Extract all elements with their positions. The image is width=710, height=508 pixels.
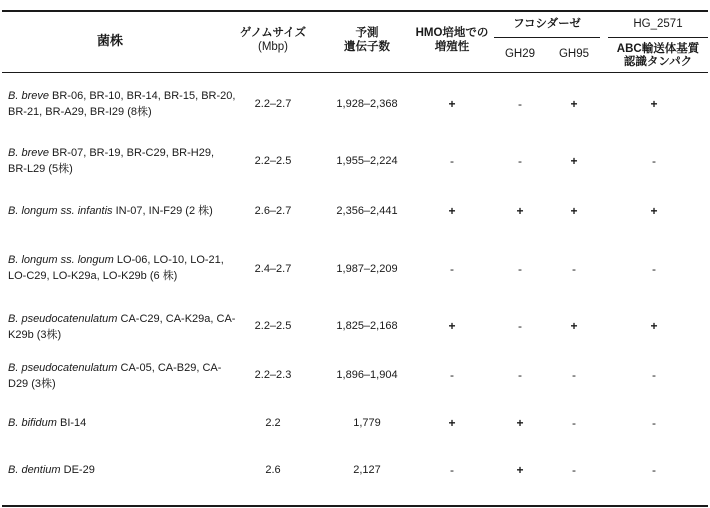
row-7-abc: - <box>652 416 656 430</box>
row-1-gh95: + <box>570 97 578 111</box>
header-abc-line1: ABC輸送体基質 <box>616 43 700 55</box>
row-5-gh29: - <box>518 319 522 333</box>
row-5-species: B. pseudocatenulatum <box>8 313 118 325</box>
row-1-abc: + <box>650 97 658 111</box>
fucosidase-underline <box>494 37 600 38</box>
row-6-abc: - <box>652 368 656 382</box>
row-5-hmo: + <box>448 319 456 333</box>
row-8-genome-size: 2.6 <box>265 464 281 476</box>
row-6-strain <box>8 360 236 392</box>
row-2-abc: - <box>652 154 656 168</box>
row-4-gene-count: 1,987–2,209 <box>336 263 398 275</box>
row-3-species: B. longum ss. infantis <box>8 205 113 217</box>
header-genome-size <box>228 26 318 54</box>
row-4-gh95: - <box>572 262 576 276</box>
row-6-hmo: - <box>450 368 454 382</box>
row-1-species: B. breve <box>8 90 49 102</box>
row-8-gene-count: 2,127 <box>353 464 381 476</box>
row-4-strain-list: LO-06, LO-10, LO-21, LO-C29, LO-K29a, LO-K29b (6 株) <box>8 254 224 282</box>
row-8-gh95: - <box>572 463 576 477</box>
row-1-strain <box>8 88 236 120</box>
row-3-gh95: + <box>570 204 578 218</box>
row-7-gene-count: 1,779 <box>353 417 381 429</box>
row-5-strain-list: CA-C29, CA-K29a, CA-K29b (3株) <box>8 313 236 341</box>
table-top-rule <box>2 10 708 12</box>
row-2-gene-count: 1,955–2,224 <box>336 155 398 167</box>
row-3-abc: + <box>650 204 658 218</box>
row-7-species: B. bifidum <box>8 417 57 429</box>
header-hmo-line2: 増殖性 <box>434 41 470 53</box>
header-genome-size-label: ゲノムサイズ <box>239 27 307 39</box>
row-5-abc: + <box>650 319 658 333</box>
row-7-hmo: + <box>448 416 456 430</box>
row-3-gh29: + <box>516 204 524 218</box>
row-4-abc: - <box>652 262 656 276</box>
row-4-hmo: - <box>450 262 454 276</box>
header-gh95: GH95 <box>558 48 590 60</box>
header-abc-line2: 認識タンパク <box>623 56 693 68</box>
row-1-hmo: + <box>448 97 456 111</box>
header-bottom-rule <box>2 72 708 73</box>
row-2-strain-list: BR-07, BR-19, BR-C29, BR-H29, BR-L29 (5株) <box>8 147 215 175</box>
row-8-strain-list: DE-29 <box>63 464 95 476</box>
header-strain: 菌株 <box>96 33 123 48</box>
row-8-species: B. dentium <box>8 464 61 476</box>
row-5-strain <box>8 311 236 343</box>
row-6-species: B. pseudocatenulatum <box>8 362 118 374</box>
row-3-hmo: + <box>448 204 456 218</box>
header-abc-transporter <box>608 43 708 69</box>
row-7-genome-size: 2.2 <box>265 417 281 429</box>
row-2-species: B. breve <box>8 147 49 159</box>
row-8-abc: - <box>652 463 656 477</box>
row-3-gene-count: 2,356–2,441 <box>336 205 398 217</box>
row-8-hmo: - <box>450 463 454 477</box>
row-5-gh95: + <box>570 319 578 333</box>
row-7-strain-list: BI-14 <box>59 417 87 429</box>
row-1-gh29: - <box>518 97 522 111</box>
header-hg-2571: HG_2571 <box>633 18 683 30</box>
header-gh29: GH29 <box>504 48 536 60</box>
header-fucosidase: フコシダーゼ <box>513 18 581 30</box>
row-7-gh95: - <box>572 416 576 430</box>
header-hmo-growth <box>404 26 500 54</box>
row-1-strain-list: BR-06, BR-10, BR-14, BR-15, BR-20, BR-21, BR-A29, BR-I29 (8株) <box>8 90 236 118</box>
row-4-gh29: - <box>518 262 522 276</box>
row-4-species: B. longum ss. longum <box>8 254 114 266</box>
row-2-gh95: + <box>570 154 578 168</box>
row-3-strain <box>8 203 236 219</box>
row-3-genome-size: 2.6–2.7 <box>254 205 292 217</box>
row-7-gh29: + <box>516 416 524 430</box>
row-4-genome-size: 2.4–2.7 <box>254 263 292 275</box>
row-4-strain <box>8 252 236 284</box>
row-8-strain <box>8 462 236 478</box>
row-5-genome-size: 2.2–2.5 <box>254 320 292 332</box>
header-predicted-genes <box>322 26 412 54</box>
header-genes-line2: 遺伝子数 <box>344 41 390 53</box>
hg-underline <box>608 37 708 38</box>
row-6-genome-size: 2.2–2.3 <box>254 369 292 381</box>
row-2-gh29: - <box>518 154 522 168</box>
header-hmo-line1: HMO培地での <box>415 27 489 39</box>
row-1-gene-count: 1,928–2,368 <box>336 98 398 110</box>
header-genes-line1: 予測 <box>355 27 379 39</box>
row-6-strain-list: CA-05, CA-B29, CA-D29 (3株) <box>8 362 222 390</box>
row-7-strain <box>8 415 236 431</box>
row-3-strain-list: IN-07, IN-F29 (2 株) <box>115 205 213 217</box>
row-8-gh29: + <box>516 463 524 477</box>
row-1-genome-size: 2.2–2.7 <box>254 98 292 110</box>
row-6-gene-count: 1,896–1,904 <box>336 369 398 381</box>
row-5-gene-count: 1,825–2,168 <box>336 320 398 332</box>
row-2-hmo: - <box>450 154 454 168</box>
row-6-gh29: - <box>518 368 522 382</box>
header-genome-size-unit: (Mbp) <box>257 41 289 53</box>
row-6-gh95: - <box>572 368 576 382</box>
row-2-strain <box>8 145 236 177</box>
row-2-genome-size: 2.2–2.5 <box>254 155 292 167</box>
table-bottom-rule <box>2 505 708 507</box>
